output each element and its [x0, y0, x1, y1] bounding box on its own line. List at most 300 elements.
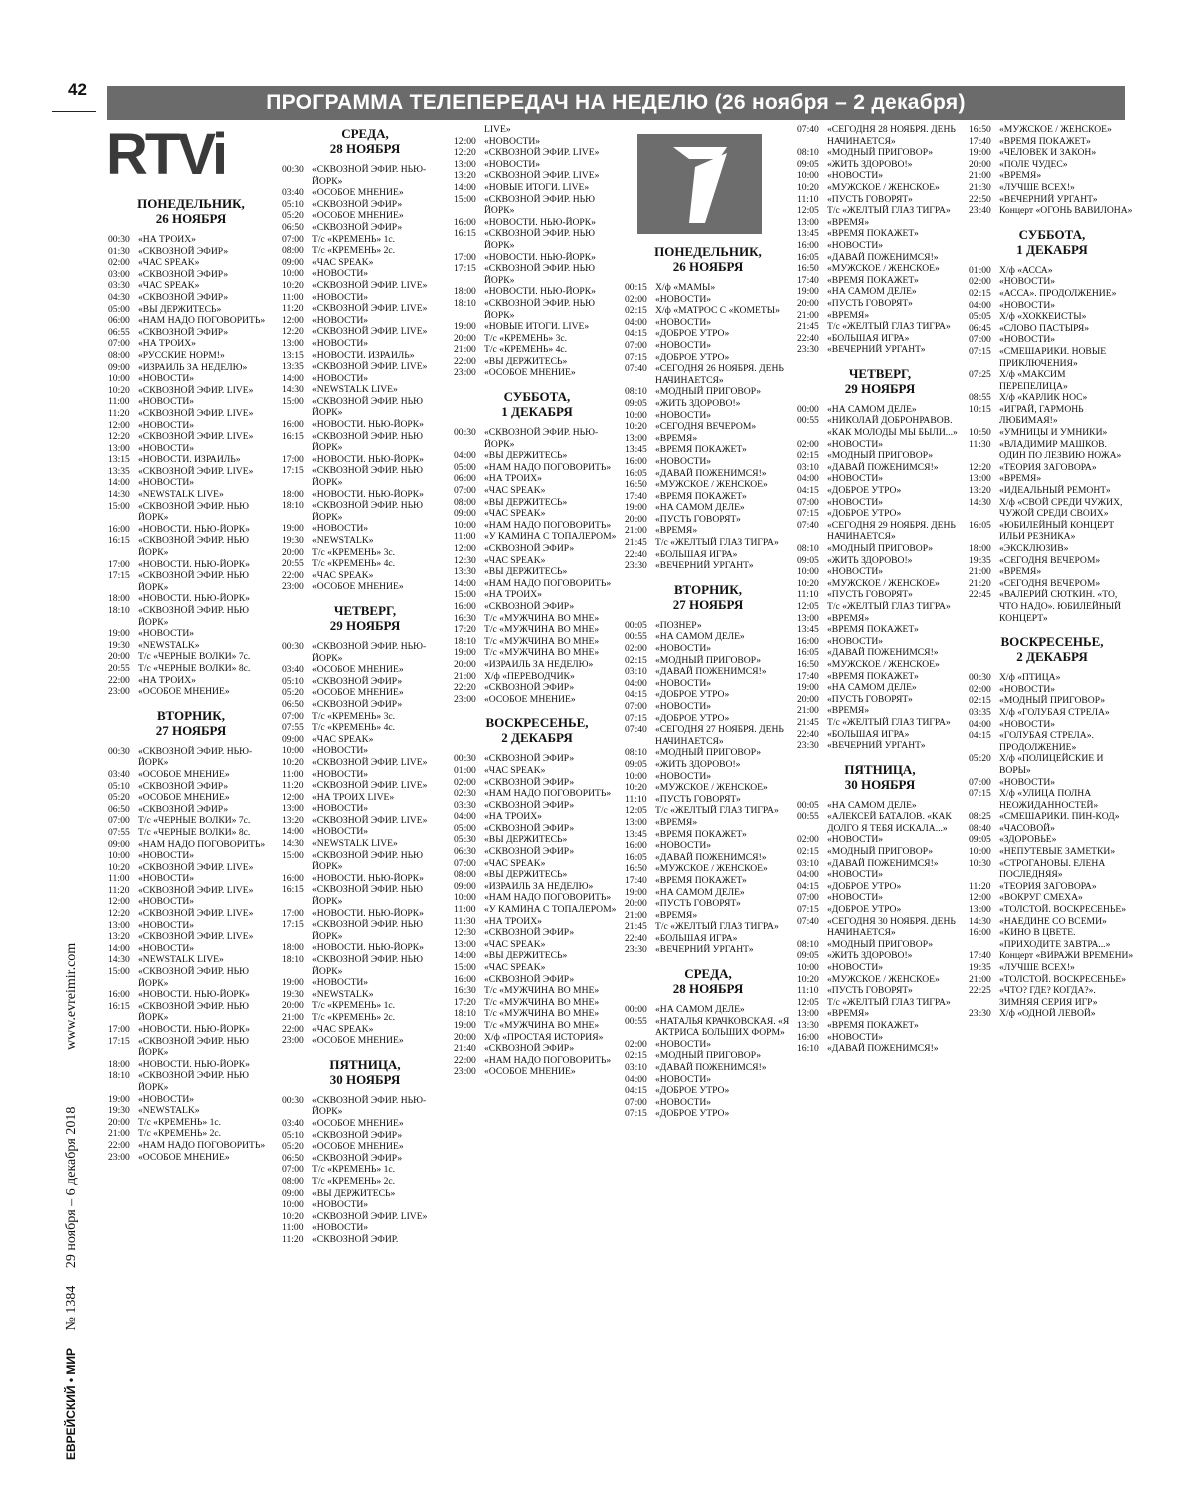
program-time: 02:30 [454, 788, 476, 800]
schedule-item [108, 593, 274, 605]
program-time: 13:00 [969, 904, 991, 916]
program-time: 09:05 [969, 834, 991, 846]
schedule-item [282, 454, 448, 466]
schedule-item [454, 682, 620, 694]
program-title: «СКВОЗНОЙ ЭФИР. НЬЮ ЙОРК» [484, 263, 596, 286]
program-time: 02:00 [797, 834, 819, 846]
schedule-item [282, 908, 448, 920]
program-title: «НОВОСТИ» [655, 1096, 712, 1108]
schedule-item [282, 792, 448, 804]
program-title: «МОДНЫЙ ПРИГОВОР» [827, 938, 934, 950]
schedule-item [969, 473, 1135, 485]
program-time: 08:00 [282, 245, 304, 257]
program-time: 02:15 [625, 1050, 647, 1062]
program-title: «СКВОЗНОЙ ЭФИР» [312, 698, 403, 710]
program-title: «НАМ НАДО ПОГОВОРИТЬ» [484, 892, 612, 904]
program-title: «ВРЕМЯ» [999, 473, 1042, 485]
day-date: 26 НОЯБРЯ [155, 211, 227, 226]
program-time: 07:00 [282, 1164, 304, 1176]
program-time: 07:15 [797, 508, 819, 520]
program-time: 19:00 [282, 523, 304, 535]
schedule-item [108, 443, 274, 455]
program-time: 21:45 [797, 321, 819, 333]
schedule-item [454, 159, 620, 171]
program-title: «ОСОБОЕ МНЕНИЕ» [312, 210, 404, 222]
program-time: 13:00 [108, 919, 130, 931]
schedule-item [282, 722, 448, 734]
day-heading [282, 1057, 448, 1087]
program-title: «СКВОЗНОЙ ЭФИР» [484, 799, 575, 811]
schedule-item [797, 939, 963, 951]
program-time: 09:05 [625, 758, 647, 770]
program-time: 22:40 [625, 548, 647, 560]
program-time: 04:15 [797, 880, 819, 892]
program-time: 16:05 [797, 647, 819, 659]
program-time: 16:00 [454, 973, 476, 985]
program-title: «NEWSTALK» [138, 639, 200, 651]
program-time: 05:00 [108, 303, 130, 315]
program-title: «НОВОСТИ» [655, 293, 712, 305]
program-title: «СКВОЗНОЙ ЭФИР. LIVE» [138, 465, 254, 477]
program-time: 18:00 [108, 1058, 130, 1070]
schedule-item [625, 433, 791, 445]
program-title: «NEWSTALK LIVE» [312, 384, 398, 396]
schedule-item [108, 885, 274, 897]
schedule-item [282, 581, 448, 593]
schedule-item [625, 1062, 791, 1074]
program-time: 21:00 [454, 344, 476, 356]
schedule-item [969, 684, 1135, 696]
program-time: 11:00 [108, 873, 130, 885]
program-title: «ВРЕМЯ» [655, 816, 698, 828]
program-title: «СКВОЗНОЙ ЭФИР. НЬЮ ЙОРК» [138, 1000, 250, 1024]
program-time: 21:00 [797, 705, 819, 717]
program-title: «НОВОСТИ. НЬЮ-ЙОРК» [312, 419, 424, 431]
program-title: «ВРЕМЯ» [827, 216, 870, 228]
schedule-item [108, 338, 274, 350]
schedule-item [108, 477, 274, 489]
schedule-item [108, 570, 274, 593]
schedule-item [454, 427, 620, 450]
program-time: 18:10 [108, 1070, 130, 1082]
program-time: 16:15 [282, 430, 304, 442]
program-time: 23:30 [969, 1008, 991, 1020]
schedule-item [454, 974, 620, 986]
program-title: «ЧАС SPEAK» [312, 569, 374, 581]
program-time: 17:00 [282, 907, 304, 919]
program-title: «НАЕДИНЕ СО ВСЕМИ» [999, 915, 1107, 927]
schedule-item [454, 450, 620, 462]
schedule-item [625, 386, 791, 398]
program-title: «ВЫ ДЕРЖИТЕСЬ» [312, 1187, 396, 1199]
program-time: 04:15 [625, 328, 647, 340]
program-time: 00:30 [282, 1094, 304, 1106]
schedule-item [625, 502, 791, 514]
program-title: «ПУСТЬ ГОВОРЯТ» [827, 985, 913, 997]
program-title: «МУЖСКОЕ / ЖЕНСКОЕ» [655, 479, 768, 491]
schedule-item [797, 985, 963, 997]
program-time: 23:00 [108, 1151, 130, 1163]
program-time: 08:25 [969, 811, 991, 823]
schedule-item [282, 734, 448, 746]
program-time: 10:00 [282, 1199, 304, 1211]
program-title: «НИКОЛАЙ ДОБРОНРАВОВ. «КАК МОЛОДЫ МЫ БЫЛИ...» [827, 415, 958, 439]
schedule-item [454, 136, 620, 148]
program-time: 15:00 [454, 193, 476, 205]
program-time: 03:10 [625, 666, 647, 678]
schedule-item [108, 1140, 274, 1152]
program-title: «НОВОСТИ» [827, 635, 884, 647]
program-title: «ВЕЧЕРНИЙ УРГАНТ» [655, 944, 754, 956]
program-title: «НОВОСТИ» [138, 477, 195, 489]
schedule-item [969, 124, 1135, 136]
schedule-item [108, 827, 274, 839]
program-title: «НОВОСТИ. НЬЮ-ЙОРК» [138, 523, 250, 535]
program-title: «МУЖСКОЕ / ЖЕНСКОЕ» [827, 973, 940, 985]
program-title: «ДОБРОЕ УТРО» [827, 508, 902, 520]
program-title: «НАМ НАДО ПОГОВОРИТЬ» [484, 461, 612, 473]
program-time: 10:20 [625, 782, 647, 794]
program-time: 16:05 [625, 467, 647, 479]
schedule-item [969, 578, 1135, 590]
schedule-item [454, 800, 620, 812]
program-title: «ПУСТЬ ГОВОРЯТ» [827, 297, 913, 309]
program-time: 20:00 [282, 1000, 304, 1012]
program-title: «НОВОСТИ» [827, 892, 884, 904]
program-title: «ВРЕМЯ» [827, 612, 870, 624]
schedule-item [108, 628, 274, 640]
program-title: «СКВОЗНОЙ ЭФИР. НЬЮ ЙОРК» [312, 849, 424, 873]
schedule-item [282, 1130, 448, 1142]
program-title: «НОВОСТИ» [138, 850, 195, 862]
program-title: Т/с «КРЕМЕНЬ» 1с. [138, 1116, 222, 1128]
schedule-item [625, 944, 791, 956]
program-time: 22:00 [108, 674, 130, 686]
program-title: «НАМ НАДО ПОГОВОРИТЬ» [138, 838, 266, 850]
program-time: 14:00 [454, 577, 476, 589]
schedule-item [108, 431, 274, 443]
program-title: «ТОЛСТОЙ. ВОСКРЕСЕНЬЕ» [999, 973, 1127, 985]
program-time: 12:05 [797, 600, 819, 612]
program-title: «НОВОСТИ» [655, 316, 712, 328]
schedule-item [797, 473, 963, 485]
program-title: «НОВОСТИ. НЬЮ-ЙОРК» [312, 488, 424, 500]
schedule-item [797, 321, 963, 333]
schedule-item [625, 340, 791, 352]
program-title: «СКВОЗНОЙ ЭФИР. НЬЮ ЙОРК» [484, 228, 596, 251]
program-time: 13:00 [625, 816, 647, 828]
schedule-item [454, 962, 620, 974]
program-time: 22:00 [282, 569, 304, 581]
program-time: 17:00 [108, 558, 130, 570]
program-time: 13:00 [797, 612, 819, 624]
program-time: 16:50 [797, 658, 819, 670]
schedule-item [454, 846, 620, 858]
day-heading [454, 715, 620, 745]
program-title: «НАМ НАДО ПОГОВОРИТЬ» [484, 577, 612, 589]
program-title: «ЖИТЬ ЗДОРОВО!» [827, 950, 913, 962]
website-url[interactable]: www.evreimir.com [64, 942, 79, 1050]
program-title: Т/с «КРЕМЕНЬ» 2с. [312, 245, 396, 257]
program-title: «СКВОЗНОЙ ЭФИР» [484, 822, 575, 834]
program-title: «ЧАС SPEAK» [312, 1023, 374, 1035]
schedule-item [282, 199, 448, 211]
program-time: 21:45 [625, 537, 647, 549]
program-time: 09:05 [797, 158, 819, 170]
program-title: «СКВОЗНОЙ ЭФИР» [138, 803, 229, 815]
program-title: «НОВОСТИ. НЬЮ-ЙОРК» [312, 453, 424, 465]
program-title: Х/ф «ОДНОЙ ЛЕВОЙ» [999, 1008, 1096, 1020]
schedule-item [969, 136, 1135, 148]
program-time: 21:45 [797, 716, 819, 728]
schedule-item [969, 846, 1135, 858]
program-title: «НОВОСТИ» [655, 643, 712, 655]
schedule-item [625, 444, 791, 456]
program-title: «СКВОЗНОЙ ЭФИР. [312, 1233, 399, 1245]
schedule-item [797, 601, 963, 613]
program-title: Т/с «МУЖЧИНА ВО МНЕ» [484, 1008, 600, 1020]
program-time: 07:15 [625, 712, 647, 724]
schedule-item [625, 689, 791, 701]
program-time: 13:00 [797, 216, 819, 228]
schedule-item [108, 651, 274, 663]
schedule-item [797, 636, 963, 648]
schedule-item [108, 954, 274, 966]
program-time: 00:30 [282, 640, 304, 652]
program-time: 11:00 [454, 904, 476, 916]
program-time: 12:20 [108, 431, 130, 443]
program-title: «СКВОЗНОЙ ЭФИР. LIVE» [312, 756, 428, 768]
schedule-item [282, 850, 448, 873]
schedule-item [625, 643, 791, 655]
channel-one-logo [637, 134, 762, 234]
program-time: 09:00 [454, 508, 476, 520]
program-title: «НОВОСТИ. НЬЮ-ЙОРК» [138, 989, 250, 1001]
program-title: «ОСОБОЕ МНЕНИЕ» [312, 1141, 404, 1153]
program-time: 17:40 [797, 670, 819, 682]
program-time: 11:20 [282, 780, 304, 792]
program-title: «НОВОСТИ» [655, 677, 712, 689]
program-title: «НОВОСТИ» [138, 373, 195, 385]
program-time: 13:00 [625, 432, 647, 444]
schedule-item [969, 300, 1135, 312]
publication-name: ЕВРЕЙСКИЙ • МИР [64, 1347, 78, 1460]
schedule-item [797, 286, 963, 298]
day-name: ВОСКРЕСЕНЬЕ, [485, 715, 589, 731]
program-time: 03:40 [108, 768, 130, 780]
program-title: «НА САМОМ ДЕЛЕ» [655, 502, 745, 514]
program-time: 21:00 [969, 973, 991, 985]
program-time: 08:10 [797, 938, 819, 950]
program-title: «НОВОСТИ» [655, 840, 712, 852]
schedule-item [797, 205, 963, 217]
program-time: 12:00 [108, 896, 130, 908]
program-time: 02:00 [454, 776, 476, 788]
day-name: ЧЕТВЕРГ, [333, 602, 397, 618]
program-time: 10:00 [108, 850, 130, 862]
schedule-item [625, 352, 791, 364]
program-title: «НОВОСТИ» [312, 291, 369, 303]
program-time: 22:40 [625, 932, 647, 944]
side-publication-info [64, 860, 80, 1460]
schedule-item [797, 566, 963, 578]
schedule-item [282, 1211, 448, 1223]
schedule-item [282, 558, 448, 570]
program-time: 14:30 [969, 496, 991, 508]
program-time: 10:20 [282, 756, 304, 768]
program-title: «НА САМОМ ДЕЛЕ» [827, 799, 917, 811]
program-time: 04:15 [969, 730, 991, 742]
program-time: 23:00 [454, 1066, 476, 1078]
program-title: «НОВОСТИ. НЬЮ-ЙОРК» [138, 558, 250, 570]
program-title: Х/ф «ПОЛИЦЕЙСКИЕ И ВОРЫ» [999, 753, 1104, 776]
program-time: 07:40 [797, 915, 819, 927]
program-title: «СКВОЗНОЙ ЭФИР» [312, 675, 403, 687]
schedule-item [454, 252, 620, 264]
program-time: 17:00 [282, 453, 304, 465]
program-title: «ДАВАЙ ПОЖЕНИМСЯ!» [827, 857, 939, 869]
program-title: «НОВОСТИ» [827, 834, 884, 846]
schedule-item [969, 323, 1135, 335]
program-title: «ПУСТЬ ГОВОРЯТ» [655, 513, 741, 525]
program-title: «НОВОСТИ» [312, 337, 369, 349]
program-time: 19:30 [282, 988, 304, 1000]
program-time: 16:50 [625, 479, 647, 491]
program-title: Х/ф «ПРОСТАЯ ИСТОРИЯ» [484, 1031, 604, 1043]
schedule-item [625, 875, 791, 887]
schedule-item [625, 910, 791, 922]
program-title: «ВЫ ДЕРЖИТЕСЬ» [138, 303, 222, 315]
program-time: 18:10 [454, 635, 476, 647]
program-title: «СЕГОДНЯ ВЕЧЕРОМ» [999, 577, 1101, 589]
program-title: «МУЖСКОЕ / ЖЕНСКОЕ» [827, 658, 940, 670]
program-time: 03:30 [454, 799, 476, 811]
schedule-item [797, 950, 963, 962]
program-time: 16:00 [282, 419, 304, 431]
program-time: 16:05 [625, 851, 647, 863]
program-time: 19:00 [454, 1019, 476, 1031]
program-title: «ЖИТЬ ЗДОРОВО!» [655, 397, 741, 409]
program-title: «ДОБРОЕ УТРО» [827, 485, 902, 497]
program-title: «СКВОЗНОЙ ЭФИР. НЬЮ-ЙОРК» [138, 745, 253, 769]
day-heading [969, 227, 1135, 257]
schedule-item [625, 782, 791, 794]
schedule-item [454, 485, 620, 497]
program-title: «ВРЕМЯ ПОКАЖЕТ» [655, 490, 747, 502]
program-time: 00:55 [797, 415, 819, 427]
program-time: 02:15 [797, 846, 819, 858]
program-time: 12:20 [969, 461, 991, 473]
program-title: Т/с «МУЖЧИНА ВО МНЕ» [484, 624, 600, 636]
program-title: «СКВОЗНОЙ ЭФИР. LIVE» [484, 147, 600, 159]
program-time: 07:00 [108, 338, 130, 350]
program-title: «СТРОГАНОВЫ. ЕЛЕНА ПОСЛЕДНЯЯ» [999, 857, 1106, 881]
schedule-item [969, 892, 1135, 904]
program-title: «НОВОСТИ» [138, 396, 195, 408]
program-title: Х/ф «МАТРОС С «КОМЕТЫ» [655, 305, 780, 317]
schedule-item [282, 257, 448, 269]
program-time: 12:00 [454, 135, 476, 147]
rtvi-logo: RTVi [106, 122, 226, 188]
program-time: 19:00 [454, 321, 476, 333]
program-title: Т/с «ЖЕЛТЫЙ ГЛАЗ ТИГРА» [827, 716, 951, 728]
schedule-item [454, 217, 620, 229]
program-time: 05:20 [969, 753, 991, 765]
schedule-item [454, 333, 620, 345]
schedule-item [797, 869, 963, 881]
program-title: «СКВОЗНОЙ ЭФИР. НЬЮ ЙОРК» [312, 395, 424, 419]
program-time: 14:00 [108, 477, 130, 489]
program-title: «ИЗРАИЛЬ ЗА НЕДЕЛЮ» [484, 658, 594, 670]
program-time: 11:30 [969, 438, 991, 450]
program-time: 10:00 [282, 268, 304, 280]
program-title: «МОДНЫЙ ПРИГОВОР» [655, 386, 762, 398]
schedule-item [797, 252, 963, 264]
program-title: «НА САМОМ ДЕЛЕ» [655, 631, 745, 643]
program-title: «ВРЕМЯ» [999, 170, 1042, 182]
program-time: 10:30 [969, 857, 991, 869]
schedule-item [454, 124, 620, 136]
schedule-item [969, 346, 1135, 369]
program-title: Х/ф «УЛИЦА ПОЛНА НЕОЖИДАННОСТЕЙ» [999, 788, 1099, 811]
schedule-item [625, 666, 791, 678]
program-time: 06:50 [282, 698, 304, 710]
program-title: «НОВОСТИ» [138, 873, 195, 885]
program-title: «СКВОЗНОЙ ЭФИР» [484, 776, 575, 788]
schedule-item [797, 659, 963, 671]
schedule-item [969, 950, 1135, 962]
program-time: 03:35 [969, 706, 991, 718]
program-title: «НОВОСТИ» [138, 896, 195, 908]
program-title: «НОВОСТИ» [827, 962, 884, 973]
program-time: 15:00 [108, 500, 130, 512]
schedule-item [797, 705, 963, 717]
schedule-item [969, 555, 1135, 567]
program-title: «ВОКРУГ СМЕХА» [999, 892, 1083, 904]
program-title: Т/с «МУЖЧИНА ВО МНЕ» [484, 996, 600, 1008]
schedule-item [108, 746, 274, 769]
program-time: 23:40 [969, 205, 991, 217]
schedule-item [282, 757, 448, 769]
program-title: Т/с «КРЕМЕНЬ» 4с. [312, 558, 396, 570]
schedule-item [282, 873, 448, 885]
program-title: «СКВОЗНОЙ ЭФИР. LIVE» [312, 326, 428, 338]
program-title: «НА САМОМ ДЕЛЕ» [655, 1004, 745, 1016]
schedule-item [454, 624, 620, 636]
program-time: 23:30 [797, 344, 819, 356]
program-time: 11:10 [625, 793, 647, 805]
program-time: 21:30 [969, 181, 991, 193]
schedule-item [454, 636, 620, 648]
program-title: «ДОБРОЕ УТРО» [655, 712, 730, 724]
program-title: «НА ТРОИХ» [138, 674, 196, 686]
program-time: 08:40 [969, 822, 991, 834]
program-time: 03:40 [282, 1117, 304, 1129]
program-time: 02:15 [969, 287, 991, 299]
program-time: 13:20 [454, 170, 476, 182]
schedule-item [625, 317, 791, 329]
schedule-item [108, 524, 274, 536]
day-heading [282, 603, 448, 633]
schedule-item [454, 869, 620, 881]
program-title: «НОВОСТИ. НЬЮ-ЙОРК» [484, 251, 596, 263]
program-time: 23:00 [282, 581, 304, 593]
program-title: «СКВОЗНОЙ ЭФИР. LIVE» [312, 780, 428, 792]
program-time: 20:55 [108, 662, 130, 674]
program-time: 14:30 [282, 838, 304, 850]
schedule-item [282, 500, 448, 523]
program-time: 11:10 [797, 589, 819, 601]
